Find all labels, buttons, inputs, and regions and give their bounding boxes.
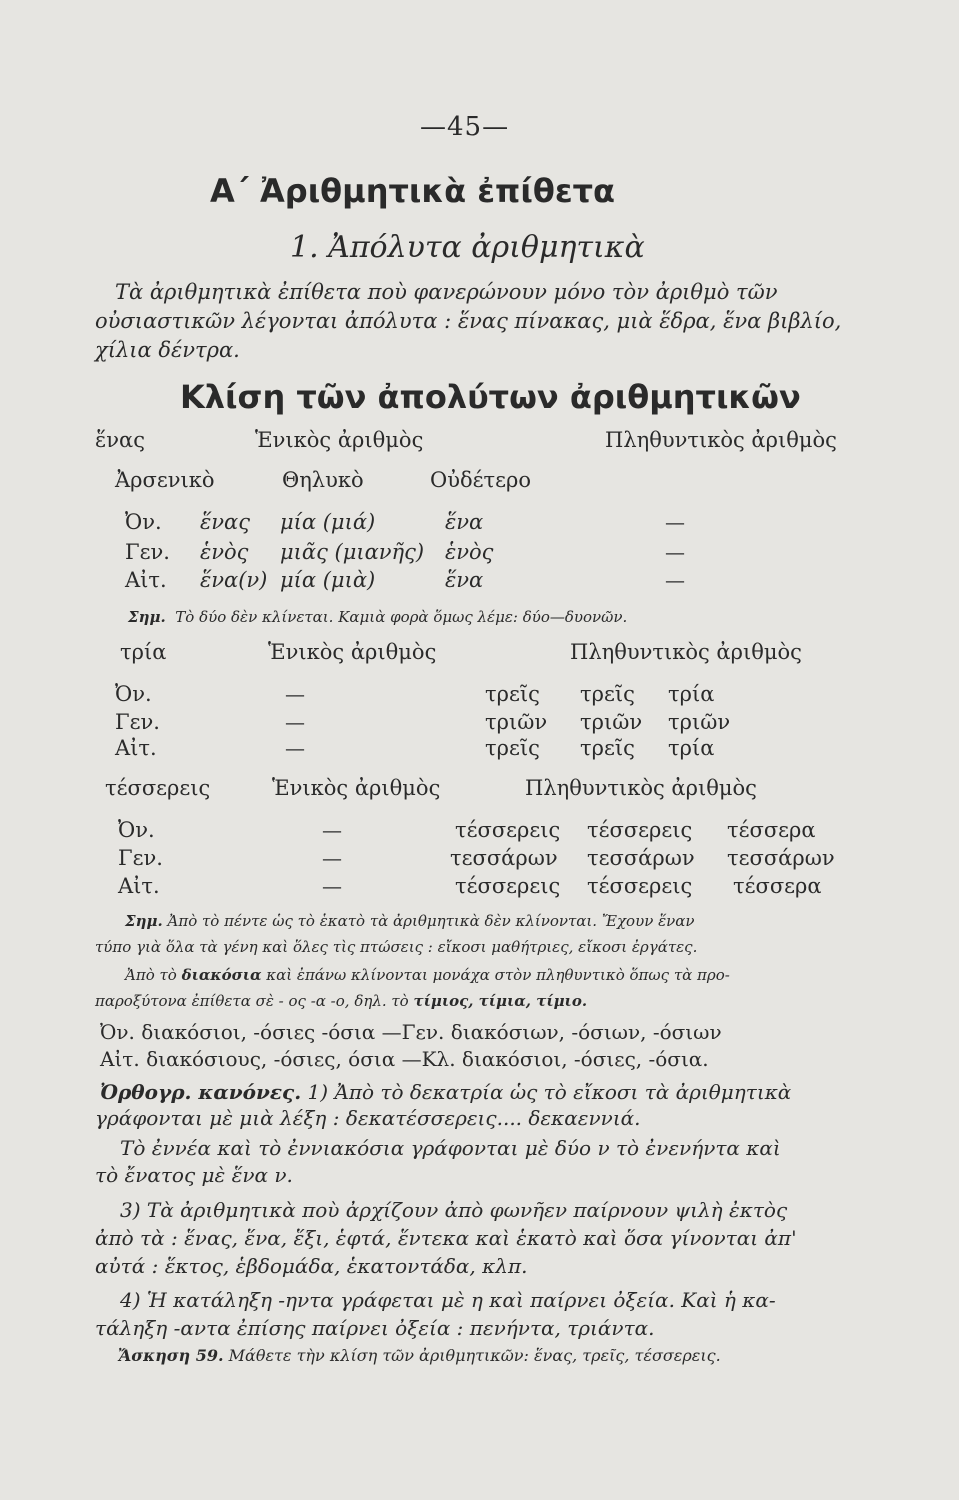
- page-number: —45—: [420, 112, 510, 142]
- table-cell: τριῶν: [580, 710, 643, 734]
- table-cell: τέσσερα: [733, 874, 822, 898]
- note-text: καὶ ἐπάνω κλίνονται μονάχα στὸν πληθυντικὸ ὅπως τὰ προ-: [261, 966, 730, 984]
- table-cell: τέσσερα: [727, 818, 816, 842]
- case-label: Γεν.: [125, 540, 170, 564]
- note-text: Ἀπὸ τὸ πέντε ὡς τὸ ἑκατὸ τὰ ἀριθμητικὰ δὲν κλίνονται. Ἔχουν ἕναν: [167, 912, 695, 930]
- dash: —: [665, 568, 685, 592]
- note-one: [128, 608, 627, 626]
- table-cell: τεσσάρων: [450, 846, 558, 870]
- rules-line: αὐτά : ἕκτος, ἑβδομάδα, ἑκατοντάδα, κλπ.: [95, 1254, 528, 1278]
- masculine-header: Ἀρσενικὸ: [115, 468, 215, 492]
- note-emphasis: τίμιος, τίμια, τίμιο.: [413, 992, 588, 1010]
- table-cell: τριῶν: [668, 710, 731, 734]
- rules-line: γράφονται μὲ μιὰ λέξη : δεκατέσσερεις.... δεκαεννιά.: [95, 1106, 641, 1130]
- table-cell: μιᾶς (μιανῆς): [280, 540, 425, 564]
- singular-header: Ἑνικὸς ἀριθμὸς: [272, 776, 441, 800]
- table-cell: τρεῖς: [580, 682, 635, 706]
- declension-title: Κλίση τῶν ἀπολύτων ἀριθμητικῶν: [180, 378, 801, 416]
- feminine-header: Θηλυκὸ: [282, 468, 364, 492]
- table-cell: τεσσάρων: [587, 846, 695, 870]
- dash: —: [322, 818, 342, 842]
- note-text: Ἀπὸ τὸ: [125, 966, 182, 984]
- lemma-four: τέσσερεις: [105, 776, 211, 800]
- hundreds-line: Αἰτ. διακόσιους, -όσιες, όσια —Κλ. διακόσιοι, -όσιες, -όσια.: [100, 1047, 709, 1071]
- rules-line: Τὸ ἐννέα καὶ τὸ ἐννιακόσια γράφονται μὲ δύο ν τὸ ἐνενήντα καὶ: [120, 1136, 781, 1160]
- case-label: Αἰτ.: [118, 874, 160, 898]
- table-cell: μία (μιὰ): [280, 568, 376, 592]
- note-two-line: [125, 966, 730, 984]
- case-label: Ὀν.: [115, 682, 152, 706]
- lemma-one: ἕνας: [95, 428, 145, 452]
- rules-text: 1) Ἀπὸ τὸ δεκατρία ὡς τὸ εἴκοσι τὰ ἀριθμητικὰ: [301, 1080, 792, 1104]
- dash: —: [665, 510, 685, 534]
- chapter-heading: Α΄ Ἀριθμητικὰ ἐπίθετα: [210, 172, 616, 210]
- case-label: Γεν.: [118, 846, 163, 870]
- dash: —: [285, 736, 305, 760]
- table-cell: ἕνα: [445, 510, 484, 534]
- table-cell: τριῶν: [485, 710, 548, 734]
- table-cell: τέσσερεις: [455, 874, 561, 898]
- table-cell: τρία: [668, 682, 715, 706]
- case-label: Ὀν.: [125, 510, 162, 534]
- dash: —: [285, 710, 305, 734]
- plural-header: Πληθυντικὸς ἀριθμὸς: [605, 428, 837, 452]
- rules-line: [100, 1080, 791, 1104]
- hundreds-line: Ὀν. διακόσιοι, -όσιες -όσια —Γεν. διακόσιων, -όσιων, -όσιων: [100, 1020, 722, 1044]
- table-cell: τέσσερεις: [587, 818, 693, 842]
- table-cell: τρεῖς: [485, 736, 540, 760]
- note-label: Σημ.: [125, 912, 163, 930]
- rules-line: τάληξη -αντα ἐπίσης παίρνει ὀξεία : πενήντα, τριάντα.: [95, 1316, 655, 1340]
- note-emphasis: διακόσια: [181, 966, 262, 984]
- table-cell: μία (μιά): [280, 510, 376, 534]
- lemma-three: τρία: [120, 640, 167, 664]
- dash: —: [665, 540, 685, 564]
- exercise-line: [118, 1346, 721, 1365]
- table-cell: ἑνὸς: [200, 540, 249, 564]
- case-label: Αἰτ.: [125, 568, 167, 592]
- plural-header: Πληθυντικὸς ἀριθμὸς: [570, 640, 802, 664]
- table-cell: τρεῖς: [485, 682, 540, 706]
- rules-line: 3) Τὰ ἀριθμητικὰ ποὺ ἀρχίζουν ἀπὸ φωνῆεν παίρνουν ψιλὴ ἐκτὸς: [120, 1198, 788, 1222]
- table-cell: τέσσερεις: [587, 874, 693, 898]
- note-text: παροξύτονα ἐπίθετα σὲ - ος -α -ο, δηλ. τὸ: [95, 992, 414, 1010]
- dash: —: [322, 874, 342, 898]
- plural-header: Πληθυντικὸς ἀριθμὸς: [525, 776, 757, 800]
- table-cell: ἑνὸς: [445, 540, 494, 564]
- rules-line: τὸ ἔνατος μὲ ἕνα ν.: [95, 1163, 293, 1187]
- case-label: Ὀν.: [118, 818, 155, 842]
- table-cell: τεσσάρων: [727, 846, 835, 870]
- note-two-line: τύπο γιὰ ὅλα τὰ γένη καὶ ὅλες τὶς πτώσεις : εἴκοσι μαθήτριες, εἴκοσι ἐργάτες.: [95, 938, 698, 956]
- case-label: Γεν.: [115, 710, 160, 734]
- rules-label: Ὀρθογρ. κανόνες.: [100, 1080, 302, 1104]
- table-cell: τρεῖς: [580, 736, 635, 760]
- case-label: Αἰτ.: [115, 736, 157, 760]
- note-two-line: [95, 992, 587, 1010]
- note-text: Τὸ δύο δὲν κλίνεται. Καμιὰ φορὰ ὅμως λέμε: δύο—δυονῶν.: [175, 608, 628, 626]
- singular-header: Ἑνικὸς ἀριθμὸς: [268, 640, 437, 664]
- note-two-line: [125, 912, 695, 930]
- rules-line: ἀπὸ τὰ : ἕνας, ἕνα, ἕξι, ἑφτά, ἕντεκα καὶ ἑκατὸ καὶ ὅσα γίνονται ἀπ': [95, 1226, 797, 1250]
- singular-header: Ἑνικὸς ἀριθμὸς: [255, 428, 424, 452]
- exercise-text: Μάθετε τὴν κλίση τῶν ἀριθμητικῶν: ἕνας, τρεῖς, τέσσερεις.: [223, 1346, 721, 1365]
- table-cell: τρία: [668, 736, 715, 760]
- note-label: Σημ.: [128, 608, 166, 626]
- table-cell: τέσσερεις: [455, 818, 561, 842]
- dash: —: [322, 846, 342, 870]
- section-title: 1. Ἀπόλυτα ἀριθμητικὰ: [290, 230, 645, 265]
- table-cell: ἕνας: [200, 510, 250, 534]
- rules-line: 4) Ἡ κατάληξη -ηντα γράφεται μὲ η καὶ παίρνει ὀξεία. Καὶ ἡ κα-: [120, 1288, 776, 1312]
- dash: —: [285, 682, 305, 706]
- neuter-header: Οὐδέτερο: [430, 468, 531, 492]
- exercise-label: Ἄσκηση 59.: [118, 1346, 224, 1365]
- intro-paragraph: Τὰ ἀριθμητικὰ ἐπίθετα ποὺ φανερώνουν μόνο τὸν ἀριθμὸ τῶν οὐσιαστικῶν λέγονται ἀπόλυτα : ἕνας πίνακας, μιὰ ἕδρα, ἕνα βιβλίο, χίλια δέντρα.: [95, 280, 842, 362]
- table-cell: ἕνα: [445, 568, 484, 592]
- table-cell: ἕνα(ν): [200, 568, 268, 592]
